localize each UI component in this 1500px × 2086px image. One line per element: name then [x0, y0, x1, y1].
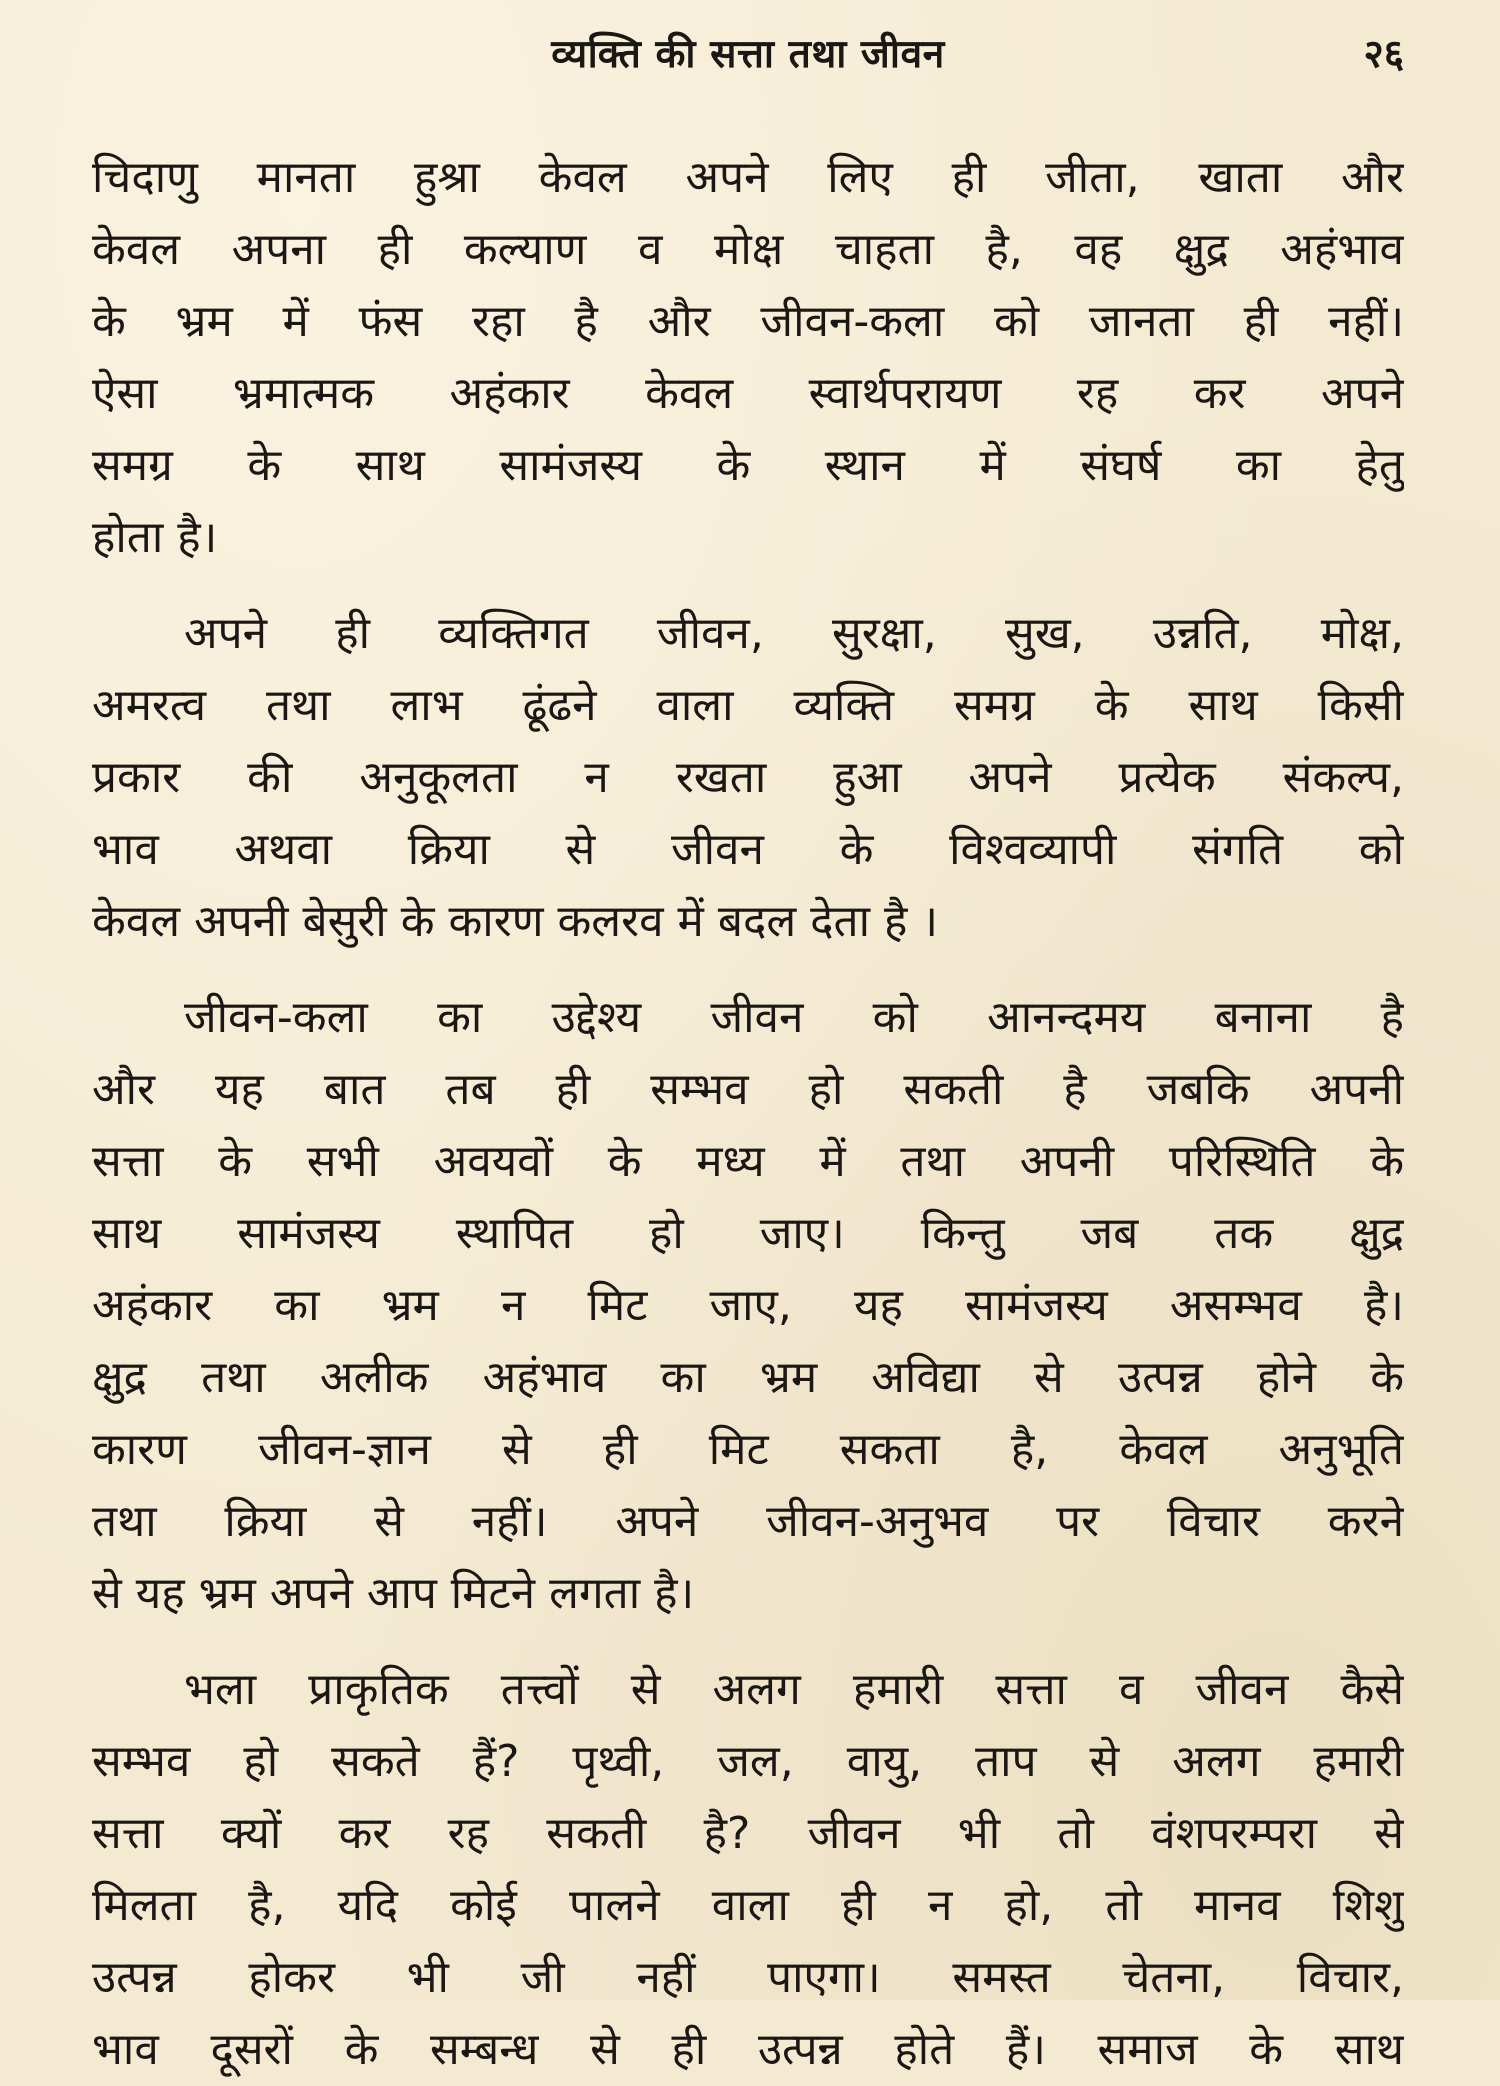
text-line: समग्र के साथ सामंजस्य के स्थान में संघर्ष का हेतु — [92, 440, 1404, 491]
text-line: सम्भव हो सकते हैं? पृथ्वी, जल, वायु, ताप से अलग हमारी — [92, 1736, 1404, 1787]
text-line: केवल अपना ही कल्याण व मोक्ष चाहता है, वह क्षुद्र अहंभाव — [92, 224, 1404, 275]
text-line: क्षुद्र तथा अलीक अहंभाव का भ्रम अविद्या से उत्पन्न होने के — [92, 1352, 1404, 1403]
text-line: ऐसा भ्रमात्मक अहंकार केवल स्वार्थपरायण रह कर अपने — [92, 368, 1404, 419]
paragraph-1 — [92, 142, 1404, 574]
text-line: कारण जीवन-ज्ञान से ही मिट सकता है, केवल अनुभूति — [92, 1424, 1404, 1475]
text-line: से यह भ्रम अपने आप मिटने लगता है। — [92, 1568, 695, 1619]
paragraph-4 — [92, 1654, 1404, 2086]
text-line: सत्ता क्यों कर रह सकती है? जीवन भी तो वंशपरम्परा से — [92, 1808, 1404, 1859]
running-title: व्यक्ति की सत्ता तथा जीवन — [551, 32, 945, 77]
text-line: अहंकार का भ्रम न मिट जाए, यह सामंजस्य असम्भव है। — [92, 1280, 1404, 1331]
text-line: और यह बात तब ही सम्भव हो सकती है जबकि अपनी — [92, 1064, 1404, 1115]
text-line: जीवन-कला का उद्देश्य जीवन को आनन्दमय बनाना है — [184, 992, 1404, 1043]
text-line: तथा क्रिया से नहीं। अपने जीवन-अनुभव पर विचार करने — [92, 1496, 1404, 1547]
text-line: प्रकार की अनुकूलता न रखता हुआ अपने प्रत्येक संकल्प, — [92, 752, 1404, 803]
text-line: केवल अपनी बेसुरी के कारण कलरव में बदल देता है । — [92, 896, 939, 947]
text-line: भाव दूसरों के सम्बन्ध से ही उत्पन्न होते हैं। समाज के साथ — [92, 2024, 1404, 2075]
paragraph-3 — [92, 982, 1404, 1630]
text-line: के भ्रम में फंस रहा है और जीवन-कला को जानता ही नहीं। — [92, 296, 1404, 347]
text-line: होता है। — [92, 512, 218, 563]
paragraph-2 — [92, 598, 1404, 958]
running-header — [92, 26, 1404, 96]
text-line: उत्पन्न होकर भी जी नहीं पाएगा। समस्त चेतना, विचार, — [92, 1952, 1404, 2003]
text-line: अपने ही व्यक्तिगत जीवन, सुरक्षा, सुख, उन्नति, मोक्ष, — [184, 608, 1404, 659]
text-line: भाव अथवा क्रिया से जीवन के विश्वव्यापी संगति को — [92, 824, 1404, 875]
page-number: २६ — [1363, 32, 1404, 77]
text-line: मिलता है, यदि कोई पालने वाला ही न हो, तो मानव शिशु — [92, 1880, 1404, 1931]
text-line: अमरत्व तथा लाभ ढूंढने वाला व्यक्ति समग्र के साथ किसी — [92, 680, 1404, 731]
text-line: साथ सामंजस्य स्थापित हो जाए। किन्तु जब तक क्षुद्र — [92, 1208, 1404, 1259]
text-line: चिदाणु मानता हुश्रा केवल अपने लिए ही जीता, खाता और — [92, 152, 1404, 203]
text-line: सत्ता के सभी अवयवों के मध्य में तथा अपनी परिस्थिति के — [92, 1136, 1404, 1187]
text-line: भला प्राकृतिक तत्त्वों से अलग हमारी सत्ता व जीवन कैसे — [184, 1664, 1404, 1715]
